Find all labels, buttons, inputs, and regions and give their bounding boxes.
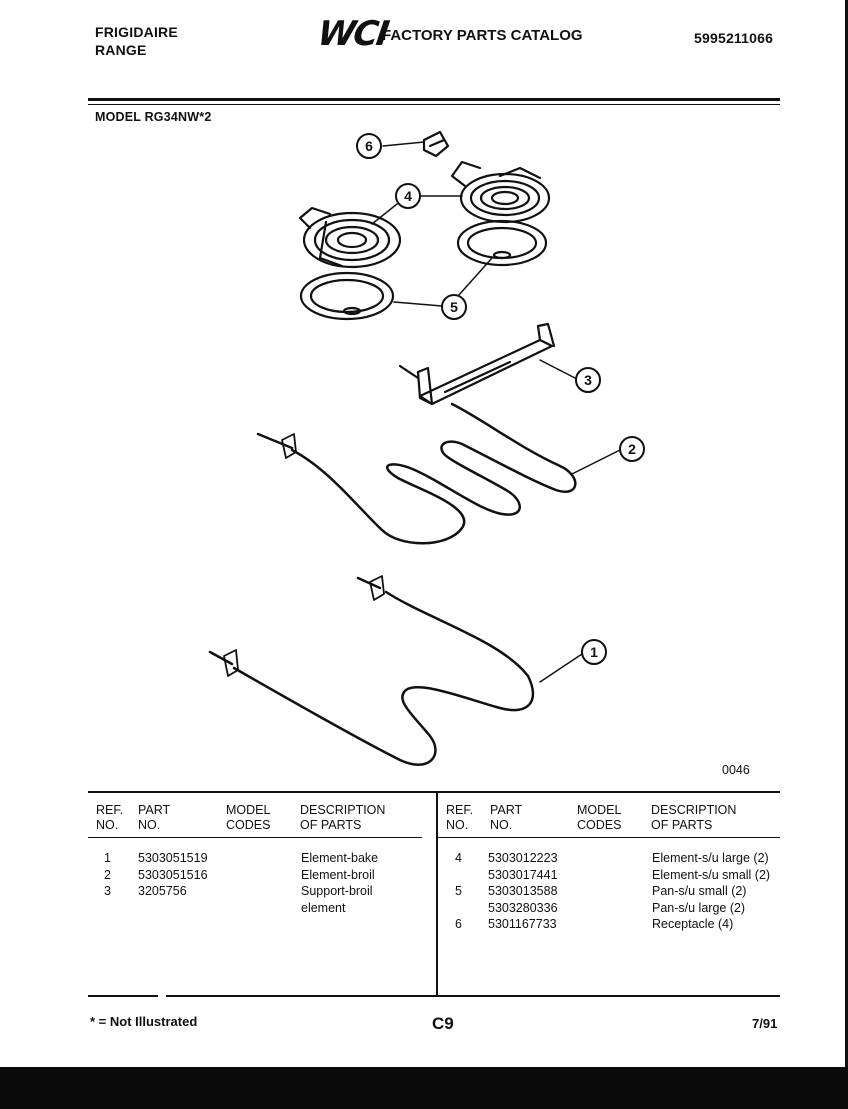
table-rule-top	[88, 791, 780, 793]
wci-logo: WCI	[315, 14, 390, 54]
callout-label-3: 3	[584, 372, 592, 388]
header-model-codes: MODEL CODES	[226, 803, 271, 832]
product-type: RANGE	[95, 42, 147, 58]
catalog-title: FACTORY PARTS CATALOG	[382, 27, 583, 44]
header-ref-right: REF. NO.	[446, 803, 474, 832]
header-underline-right	[438, 837, 780, 838]
header-part-right: PART NO.	[490, 803, 523, 832]
brand-name: FRIGIDAIRE	[95, 24, 178, 40]
callout-label-4: 4	[404, 188, 412, 204]
drip-pan-left	[301, 273, 393, 319]
broil-element	[258, 404, 575, 543]
not-illustrated-note: * = Not Illustrated	[90, 1014, 198, 1029]
scan-border-bottom	[0, 1067, 848, 1109]
revision-date: 7/91	[752, 1016, 778, 1031]
surface-element-right	[452, 162, 549, 222]
catalog-number: 5995211066	[694, 30, 774, 46]
broil-support-bracket	[400, 324, 554, 404]
surface-element-left	[300, 208, 400, 267]
callout-label-2: 2	[628, 441, 636, 457]
table-rule-bottom-left	[88, 995, 158, 997]
callout-label-5: 5	[450, 299, 458, 315]
header-underline-left	[88, 837, 422, 838]
header-part: PART NO.	[138, 803, 171, 832]
header-description: DESCRIPTION OF PARTS	[300, 803, 386, 832]
leader-line-2	[572, 450, 620, 474]
table-rule-bottom	[166, 995, 780, 997]
leader-line-3	[540, 360, 575, 378]
model-label: MODEL RG34NW*2	[95, 110, 212, 124]
leader-line-5b	[458, 258, 492, 296]
figure-code: 0046	[722, 763, 750, 777]
receptacle-part	[424, 132, 448, 156]
callout-label-1: 1	[590, 644, 598, 660]
leader-line-6	[383, 142, 424, 146]
header-model-codes-right: MODEL CODES	[577, 803, 622, 832]
table-divider	[436, 793, 438, 995]
drip-pan-right	[458, 221, 546, 265]
page-code: C9	[432, 1014, 454, 1033]
header-description-right: DESCRIPTION OF PARTS	[651, 803, 737, 832]
callout-label-6: 6	[365, 138, 373, 154]
bake-element	[210, 576, 533, 765]
leader-line-1	[540, 654, 582, 682]
leader-line-5a	[394, 302, 442, 306]
header-ref: REF. NO.	[96, 803, 124, 832]
